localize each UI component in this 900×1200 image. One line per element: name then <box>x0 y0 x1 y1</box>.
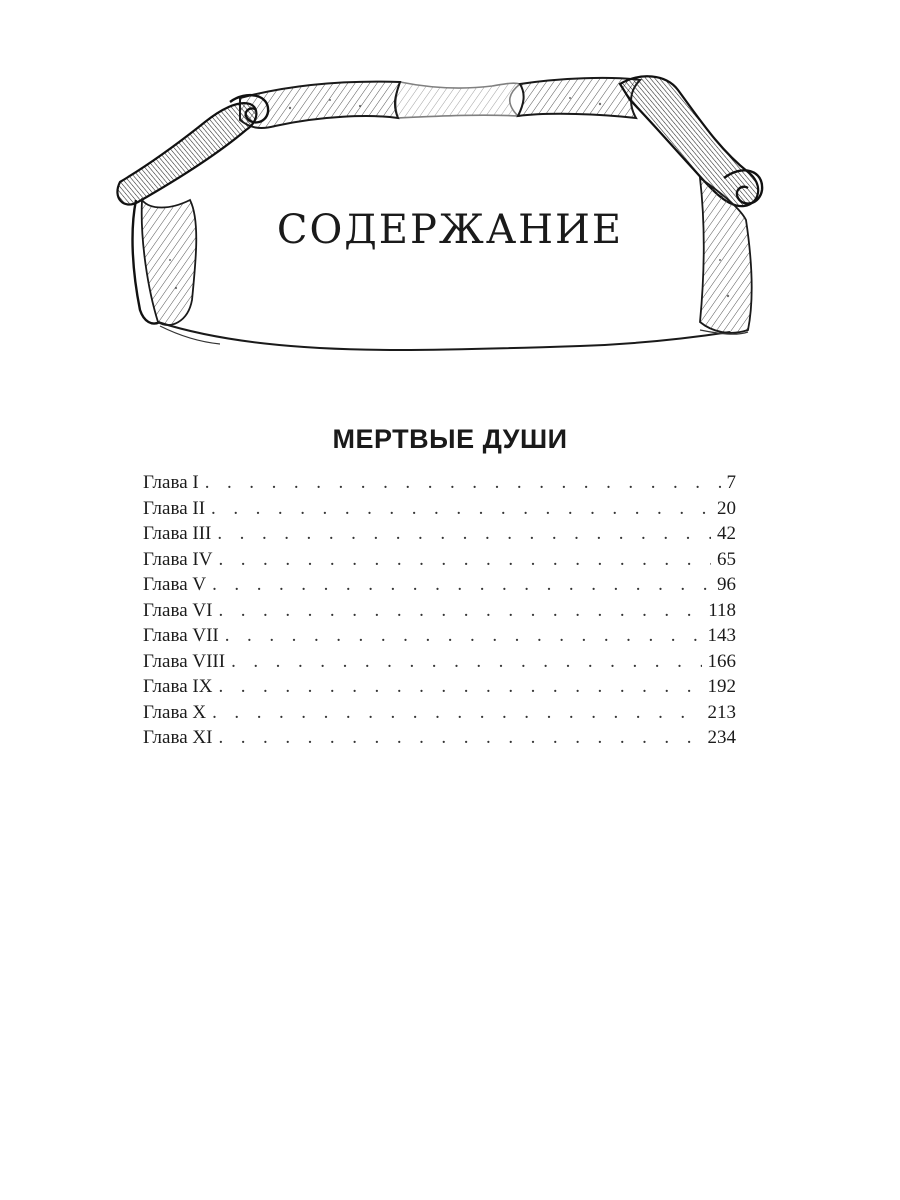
toc-dot-leader <box>218 598 702 624</box>
toc-dot-leader <box>205 470 721 496</box>
toc-entry[interactable] <box>143 700 736 726</box>
toc-entry[interactable] <box>143 496 736 522</box>
toc-entry[interactable] <box>143 547 736 573</box>
toc-dot-leader <box>218 547 711 573</box>
toc-entry[interactable] <box>143 674 736 700</box>
toc-entry-page-number: 7 <box>726 472 736 493</box>
toc-entry[interactable] <box>143 521 736 547</box>
page-title: СОДЕРЖАНИЕ <box>276 207 624 253</box>
toc-entry-label: Глава I <box>143 472 199 493</box>
toc-entry[interactable] <box>143 623 736 649</box>
toc-entry-page-number: 118 <box>708 599 736 621</box>
toc-entry-page-number: 42 <box>717 523 736 544</box>
toc-dot-leader <box>212 572 711 598</box>
toc-entry-page-number: 20 <box>717 497 736 519</box>
toc-dot-leader <box>225 623 702 649</box>
toc-entry-label: Глава VI <box>143 599 213 621</box>
toc-entry-label: Глава IX <box>143 676 213 697</box>
toc-dot-leader <box>212 700 701 726</box>
toc-entry-label: Глава VIII <box>143 650 226 672</box>
toc-entry[interactable] <box>143 725 736 751</box>
toc-entry-page-number: 234 <box>707 727 736 748</box>
toc-entry-label: Глава V <box>143 574 207 595</box>
toc-dot-leader <box>211 496 711 522</box>
toc-entry-label: Глава III <box>143 523 212 544</box>
toc-entry[interactable] <box>143 649 736 675</box>
toc-entry-page-number: 96 <box>717 574 736 595</box>
toc-entry[interactable] <box>143 572 736 598</box>
toc-dot-leader <box>218 674 701 700</box>
toc-entry-page-number: 213 <box>707 701 736 723</box>
table-of-contents <box>143 470 736 751</box>
toc-dot-leader <box>218 725 701 751</box>
toc-entry-page-number: 166 <box>707 650 736 672</box>
toc-dot-leader <box>217 521 711 547</box>
section-heading: МЕРТВЫЕ ДУШИ <box>332 424 568 454</box>
toc-entry-label: Глава XI <box>143 727 213 748</box>
toc-entry[interactable] <box>143 470 736 496</box>
toc-entry-page-number: 143 <box>707 625 736 646</box>
toc-entry-page-number: 65 <box>717 548 736 570</box>
toc-entry-label: Глава X <box>143 701 207 723</box>
toc-entry[interactable] <box>143 598 736 624</box>
toc-entry-label: Глава VII <box>143 625 219 646</box>
toc-dot-leader <box>231 649 701 675</box>
toc-entry-label: Глава II <box>143 497 206 519</box>
toc-entry-label: Глава IV <box>143 548 213 570</box>
toc-entry-page-number: 192 <box>707 676 736 697</box>
